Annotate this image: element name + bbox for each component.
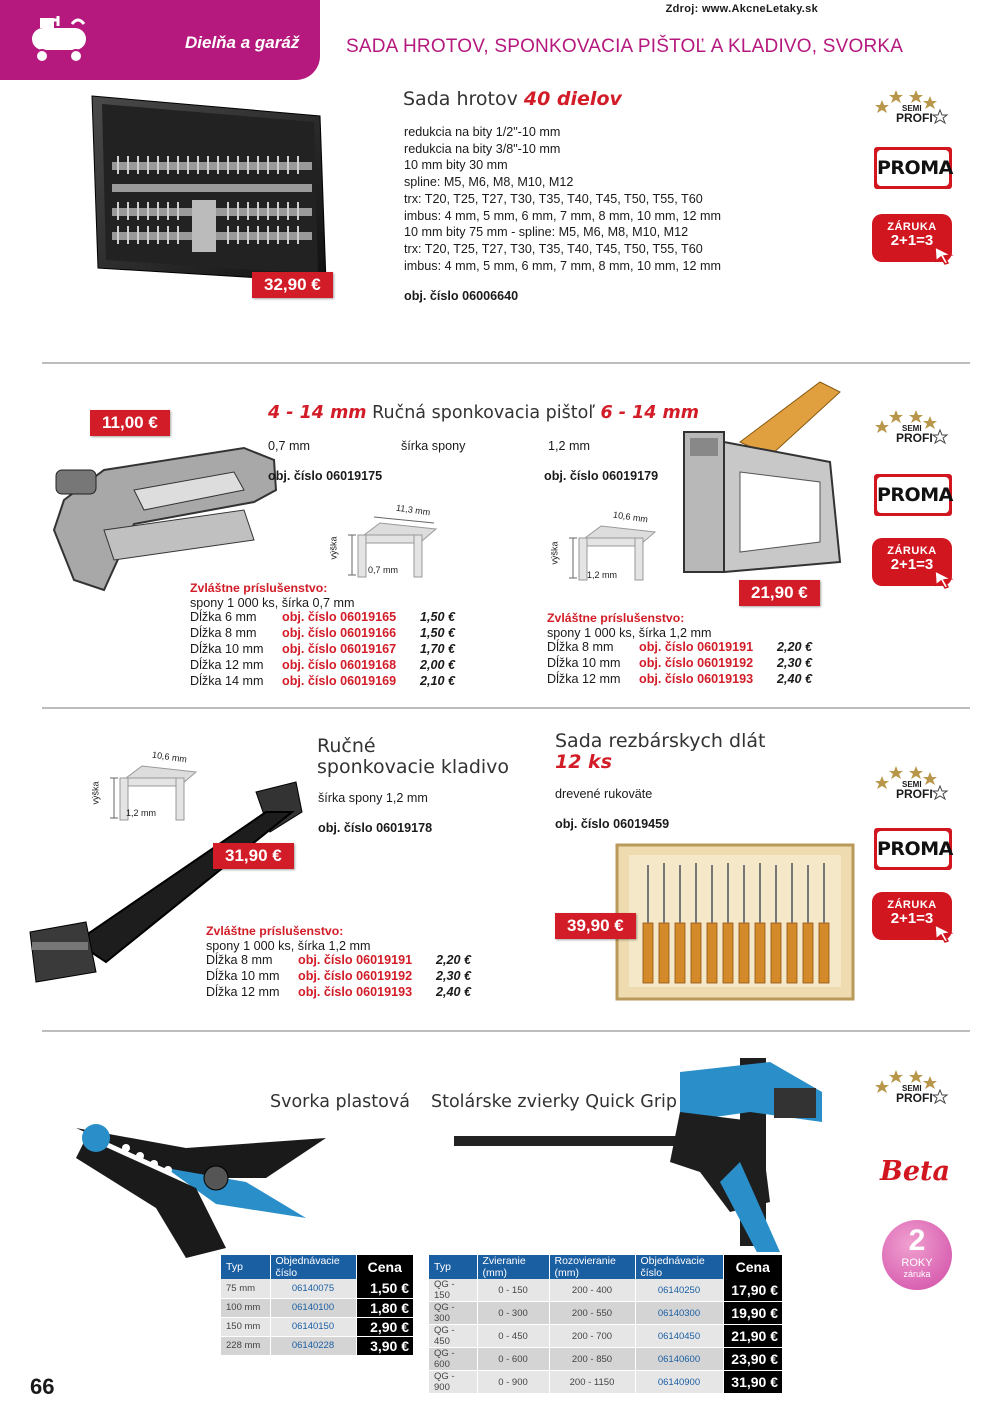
accessory-row: Dĺžka 12 mm obj. číslo 06019193 2,40 € [547,672,813,686]
warranty-label: ZÁRUKA [887,221,937,233]
accessory-row: Dĺžka 12 mm obj. číslo 06019168 2,00 € [190,658,456,672]
proma-logo [874,147,952,189]
stapler-title-left: 4 - 14 mm [268,403,367,423]
accessories-heading: Zvláštne príslušenstvo: [547,611,685,625]
staple-thickness-label: 1,2 mm [126,808,157,818]
hammer-price: 31,90 € [213,843,294,869]
semi-profi-badge [872,88,958,130]
spec-line: 10 mm bity 30 mm [404,158,508,173]
staple-diagram-left [318,502,443,585]
proma-text: PROMA [877,150,949,186]
stapler-right-accessories [547,611,837,688]
semi-profi-badge [872,408,958,450]
cursor-arrow-icon [932,568,954,590]
hammer-title-line1: Ručné [317,735,376,757]
bit-set-code: obj. číslo 06006640 [404,289,519,303]
chisels-title-highlight: 12 ks [555,751,612,773]
table-row: 228 mm 06140228 3,90 € [221,1336,414,1355]
stapler-right-image [680,372,850,578]
warranty-value: 2+1=3 [890,232,934,249]
warranty-years-sub: záruka [903,1269,931,1279]
table-row: QG - 450 0 - 450 200 - 700 06140450 21,90 € [429,1325,783,1348]
table-row: QG - 600 0 - 600 200 - 850 06140600 23,90 € [429,1348,783,1371]
accessories-subtitle: spony 1 000 ks, šírka 1,2 mm [206,939,371,953]
beta-logo: Beta [880,1156,950,1187]
section-divider [42,362,970,364]
warranty-badge [872,538,952,586]
spec-line: trx: T20, T25, T27, T30, T35, T40, T45, T50, T55, T60 [404,241,703,256]
cursor-arrow-icon [932,244,954,266]
semi-profi-badge [872,764,958,806]
spec-line: redukcia na bity 3/8"-10 mm [404,141,561,156]
warranty-badge [872,892,952,940]
staple-length-label: 10,6 mm [151,749,188,765]
cursor-arrow-icon [932,922,954,944]
stapler-left-code: obj. číslo 06019175 [268,469,383,483]
table-row: QG - 300 0 - 300 200 - 550 06140300 19,90 € [429,1302,783,1325]
stapler-title [268,403,699,423]
hammer-title [317,736,509,778]
warranty-badge [872,214,952,262]
quick-grip-title: Stolárske zvierky Quick Grip [431,1092,677,1112]
hammer-code: obj. číslo 06019178 [318,821,433,835]
col-header-clamping: Zvieranie (mm) [477,1255,549,1279]
chisels-price: 39,90 € [555,913,636,939]
spec-line: redukcia na bity 1/2"-10 mm [404,125,561,139]
accessory-row: Dĺžka 8 mm obj. číslo 06019191 2,20 € [206,953,472,967]
staple-diagram-right [545,509,670,592]
proma-logo [874,474,952,516]
stapler-title-right: 6 - 14 mm [600,403,700,423]
semi-text: SEMI [902,780,922,789]
stapler-title-mid: Ručná sponkovacia pištoľ [372,403,595,423]
stapler-width-label: šírka spony [401,439,466,453]
section-divider [42,1030,970,1032]
bit-set-price: 32,90 € [252,272,333,298]
warranty-years-number: 2 [908,1224,926,1257]
stapler-left-thickness: 0,7 mm [268,439,310,453]
accessory-row: Dĺžka 14 mm obj. číslo 06019169 2,10 € [190,674,456,688]
stapler-left-price: 11,00 € [90,410,170,436]
category-label: Dielňa a garáž [185,33,300,52]
source-credit: Zdroj: www.AkcneLetaky.sk [665,3,818,15]
warranty-value: 2+1=3 [890,556,934,573]
section-divider [42,707,970,709]
col-header-price: Cena [356,1255,414,1279]
semi-text: SEMI [902,104,922,113]
hammer-title-line2: sponkovacie kladivo [317,756,510,778]
stapler-left-accessories [190,581,480,690]
staple-length-label: 10,6 mm [612,509,649,525]
warranty-label: ZÁRUKA [887,545,937,557]
spec-line: 10 mm bity 75 mm - spline: M5, M6, M8, M10, M12 [404,225,689,240]
accessory-row: Dĺžka 10 mm obj. číslo 06019167 1,70 € [190,642,456,656]
chisels-spec: drevené rukoväte [555,787,653,801]
proma-text: PROMA [877,477,949,513]
staple-height-label: výška [549,541,560,565]
spec-line: imbus: 4 mm, 5 mm, 6 mm, 7 mm, 8 mm, 10 mm, 12 mm [404,208,721,223]
plastic-clamp-table [221,1255,414,1356]
col-header-order-number: Objednávacie číslo [635,1255,723,1279]
chisels-code: obj. číslo 06019459 [555,817,670,831]
stapler-right-thickness: 1,2 mm [548,439,590,453]
plastic-clamp-image [66,1108,346,1258]
bit-set-title-highlight: 40 dielov [523,88,622,110]
profi-text: PROFI [896,787,933,801]
spec-line: imbus: 4 mm, 5 mm, 6 mm, 7 mm, 8 mm, 10 mm, 12 mm [404,258,721,273]
bit-set-specs [404,124,721,274]
accessories-subtitle: spony 1 000 ks, šírka 1,2 mm [547,626,712,640]
compressor-icon [28,14,90,64]
chisels-title-line1: Sada rezbárskych dlát [555,730,766,752]
profi-text: PROFI [896,431,933,445]
semi-profi-badge [872,1068,958,1110]
bit-set-title [403,88,622,110]
table-row: QG - 150 0 - 150 200 - 400 06140250 17,90 € [429,1279,783,1302]
col-header-type: Typ [429,1255,477,1279]
page-title: SADA HROTOV, SPONKOVACIA PIŠTOĽ A KLADIVO, SVORKA [346,36,904,57]
col-header-price: Cena [723,1255,783,1279]
stapler-right-price: 21,90 € [739,580,820,606]
proma-text: PROMA [877,831,949,867]
staple-height-label: výška [90,781,101,805]
accessory-row: Dĺžka 6 mm obj. číslo 06019165 1,50 € [190,610,456,624]
accessory-row: Dĺžka 10 mm obj. číslo 06019192 2,30 € [206,969,472,983]
hammer-spec: šírka spony 1,2 mm [318,791,428,805]
proma-logo [874,828,952,870]
two-year-warranty-badge [882,1220,952,1290]
table-row: 150 mm 06140150 2,90 € [221,1317,414,1336]
profi-text: PROFI [896,111,933,125]
staple-thickness-label: 0,7 mm [368,565,399,575]
accessory-row: Dĺžka 8 mm obj. číslo 06019166 1,50 € [190,626,456,640]
table-row: QG - 900 0 - 900 200 - 1150 06140900 31,90 € [429,1371,783,1394]
col-header-spreading: Rozovieranie (mm) [549,1255,635,1279]
col-header-type: Typ [221,1255,270,1279]
chisel-set-image [615,843,855,1001]
spec-line: trx: T20, T25, T27, T30, T35, T40, T45, T50, T55, T60 [404,191,703,206]
chisels-title [555,731,765,773]
staple-shape-icon [545,509,670,592]
staple-height-label: výška [328,536,339,560]
page-number: 66 [30,1374,55,1399]
warranty-label: ZÁRUKA [887,899,937,911]
col-header-order-number: Objednávacie číslo [270,1255,356,1279]
table-row: 100 mm 06140100 1,80 € [221,1298,414,1317]
table-header-row [429,1255,783,1279]
quick-grip-clamp-image [450,1052,830,1252]
bit-set-case-image [88,92,328,292]
hammer-accessories [206,924,496,1001]
staple-length-label: 11,3 mm [395,502,431,518]
staple-thickness-label: 1,2 mm [587,570,618,580]
profi-text: PROFI [896,1091,933,1105]
accessories-heading: Zvláštne príslušenstvo: [206,924,344,938]
bit-set-title-text: Sada hrotov [403,88,518,110]
table-row: 75 mm 06140075 1,50 € [221,1279,414,1298]
accessories-heading: Zvláštne príslušenstvo: [190,581,328,595]
accessory-row: Dĺžka 8 mm obj. číslo 06019191 2,20 € [547,640,813,654]
semi-text: SEMI [902,1084,922,1093]
warranty-value: 2+1=3 [890,910,934,927]
table-header-row [221,1255,414,1279]
warranty-years-label: ROKY [901,1257,933,1269]
accessory-row: Dĺžka 10 mm obj. číslo 06019192 2,30 € [547,656,813,670]
accessory-row: Dĺžka 12 mm obj. číslo 06019193 2,40 € [206,985,472,999]
plastic-clamp-title: Svorka plastová [270,1092,410,1112]
quick-grip-table [429,1255,783,1394]
semi-text: SEMI [902,424,922,433]
spec-line: spline: M5, M6, M8, M10, M12 [404,175,574,190]
accessories-subtitle: spony 1 000 ks, šírka 0,7 mm [190,596,355,610]
stapler-right-code: obj. číslo 06019179 [544,469,659,483]
